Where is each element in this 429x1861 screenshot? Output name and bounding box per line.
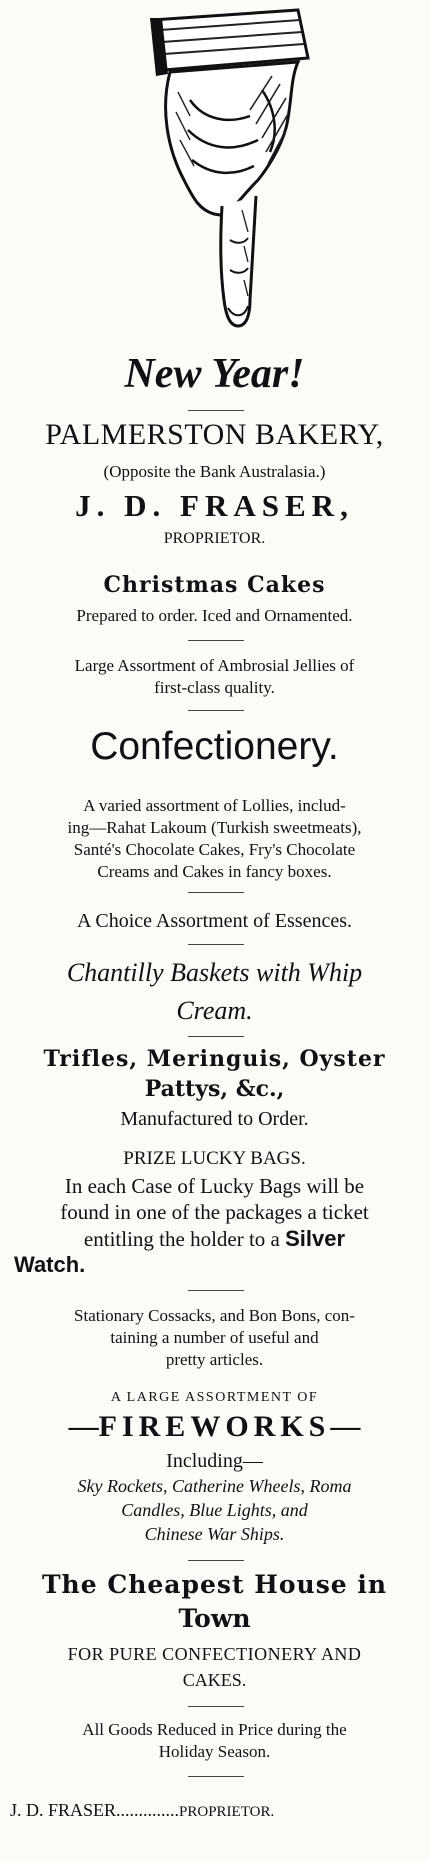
- including-line: Including—: [166, 1450, 263, 1472]
- business-name: PALMERSTON BAKERY,: [45, 418, 384, 451]
- prize-line: found in one of the packages a ticket: [60, 1200, 369, 1224]
- manufactured-line: Manufactured to Order.: [120, 1108, 309, 1130]
- prize-line-text: entitling the holder to a: [83, 1227, 280, 1251]
- jellies-line: Large Assortment of Ambrosial Jellies of: [74, 656, 355, 675]
- jellies-line: first-class quality.: [154, 678, 275, 697]
- reduced-line: Holiday Season.: [158, 1742, 271, 1761]
- prize-watch: Watch.: [14, 1252, 86, 1277]
- large-assortment: A LARGE ASSORTMENT OF: [110, 1390, 319, 1405]
- lollies-line: ing—Rahat Lakoum (Turkish sweetmeats),: [67, 818, 362, 837]
- cossacks-line: pretty articles.: [165, 1350, 264, 1369]
- pointing-hand-icon: [130, 0, 330, 335]
- divider: [188, 1706, 244, 1707]
- prize-line: [0, 1226, 429, 1252]
- cossacks-line: taining a number of useful and: [110, 1328, 319, 1347]
- essences-line: A Choice Assortment of Essences.: [77, 910, 352, 932]
- headline: New Year!: [124, 351, 305, 397]
- signature-line: [0, 1800, 429, 1821]
- signature-name: J. D. FRASER: [10, 1800, 117, 1820]
- lollies-line: A varied assortment of Lollies, includ-: [83, 796, 346, 815]
- owner-title: PROPRIETOR.: [163, 530, 266, 547]
- prize-line: In each Case of Lucky Bags will be: [64, 1174, 365, 1198]
- prize-heading: PRIZE LUCKY BAGS.: [123, 1148, 306, 1169]
- prize-silver: Silver: [285, 1226, 346, 1251]
- fireworks-item-line: Candles, Blue Lights, and: [121, 1500, 308, 1520]
- divider: [188, 640, 244, 641]
- fireworks-text: FIREWORKS: [98, 1410, 331, 1443]
- cossacks-line: Stationary Cossacks, and Bon Bons, con-: [74, 1306, 355, 1325]
- divider: [188, 1290, 244, 1291]
- christmas-heading: Christmas Cakes: [103, 572, 326, 598]
- divider: [188, 710, 244, 711]
- fireworks-item-line: Sky Rockets, Catherine Wheels, Roma: [77, 1476, 352, 1496]
- trifles-line: Trifles, Meringuis, Oyster: [43, 1046, 386, 1072]
- location-note: (Opposite the Bank Australasia.): [103, 462, 326, 481]
- cheapest-line: The Cheapest House in: [41, 1570, 388, 1599]
- divider: [188, 944, 244, 945]
- reduced-line: All Goods Reduced in Price during the: [82, 1720, 347, 1739]
- lollies-line: Creams and Cakes in fancy boxes.: [97, 862, 332, 881]
- signature-title: PROPRIETOR.: [179, 1804, 275, 1820]
- divider: [188, 892, 244, 893]
- cheapest-line: Town: [178, 1604, 251, 1633]
- divider: [188, 1560, 244, 1561]
- christmas-text: Prepared to order. Iced and Ornamented.: [76, 606, 353, 625]
- confectionery-heading: Confectionery.: [90, 725, 339, 768]
- signature-dots: ..............: [116, 1800, 180, 1820]
- divider: [188, 1776, 244, 1777]
- fireworks-item-line: Chinese War Ships.: [144, 1524, 285, 1544]
- lollies-line: Santé's Chocolate Cakes, Fry's Chocolate: [73, 840, 356, 859]
- chantilly-line: Chantilly Baskets with Whip: [66, 958, 363, 987]
- pure-line: FOR PURE CONFECTIONERY AND: [67, 1644, 362, 1664]
- trifles-line: Pattys, &c.,: [144, 1076, 285, 1102]
- chantilly-line: Cream.: [176, 996, 253, 1025]
- pure-line: CAKES.: [182, 1670, 247, 1690]
- fireworks-heading: —FIREWORKS—: [68, 1410, 361, 1443]
- divider: [188, 410, 244, 411]
- divider: [188, 1036, 244, 1037]
- owner-name: J. D. FRASER,: [75, 488, 354, 523]
